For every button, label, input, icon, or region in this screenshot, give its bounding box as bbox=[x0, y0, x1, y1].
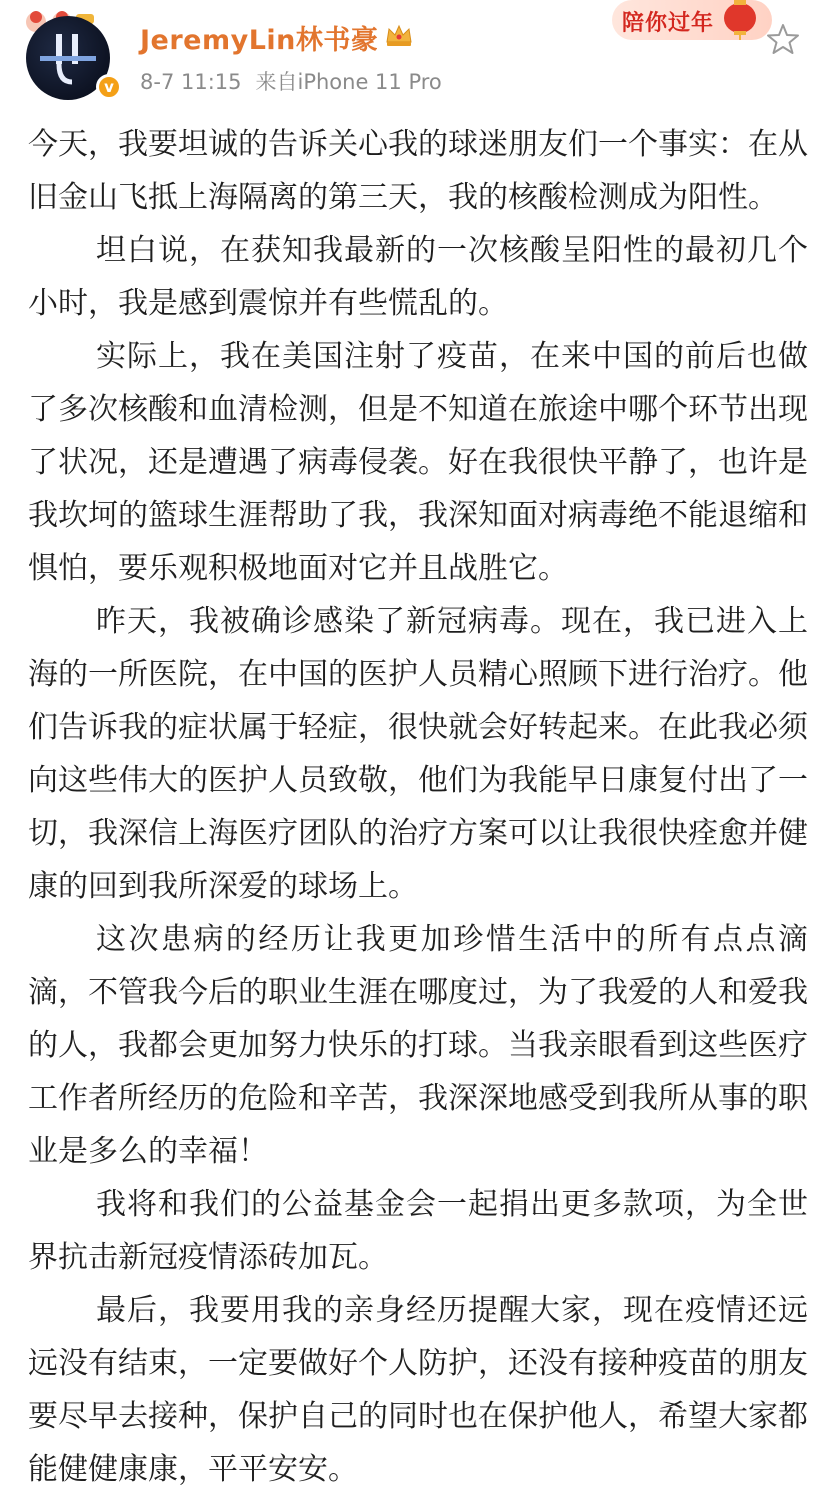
post-paragraph-2: 坦白说，在获知我最新的一次核酸呈阳性的最初几个小时，我是感到震惊并有些慌乱的。 bbox=[28, 233, 808, 321]
post-paragraph-4: 昨天，我被确诊感染了新冠病毒。现在，我已进入上海的一所医院，在中国的医护人员精心照顾下进行治疗。他们告诉我的症状属于轻症，很快就会好转起来。在此我必须向这些伟大的医护人员致敬，他们为我能早日康复付出了一切，我深信上海医疗团队的治疗方案可以让我很快痊愈并健康的回到我所深爱的球场上。 bbox=[28, 604, 808, 904]
avatar-container[interactable] bbox=[22, 8, 126, 104]
post-header bbox=[0, 0, 828, 110]
post-meta bbox=[140, 66, 442, 96]
post-paragraph-7: 最后，我要用我的亲身经历提醒大家，现在疫情还远远没有结束，一定要做好个人防护，还没有接种疫苗的朋友要尽早去接种，保护自己的同时也在保护他人，希望大家都能健健康康，平平安安。 bbox=[28, 1293, 808, 1487]
post-paragraph-3: 实际上，我在美国注射了疫苗，在来中国的前后也做了多次核酸和血清检测，但是不知道在旅途中哪个环节出现了状况，还是遭遇了病毒侵袭。好在我很快平静了，也许是我坎坷的篮球生涯帮助了我，我深知面对病毒绝不能退缩和惧怕，要乐观积极地面对它并且战胜它。 bbox=[28, 339, 808, 586]
post-paragraph-5: 这次患病的经历让我更加珍惜生活中的所有点点滴滴，不管我今后的职业生涯在哪度过，为了我爱的人和爱我的人，我都会更加努力快乐的打球。当我亲眼看到这些医疗工作者所经历的危险和辛苦，我深深地感受到我所从事的职业是多么的幸福！ bbox=[28, 922, 808, 1169]
banner-label: 陪你过年 bbox=[622, 11, 715, 36]
favorite-star-icon[interactable] bbox=[766, 22, 800, 56]
new-year-banner[interactable] bbox=[612, 0, 772, 40]
post-paragraph-6: 我将和我们的公益基金会一起捐出更多款项，为全世界抗击新冠疫情添砖加瓦。 bbox=[28, 1187, 808, 1275]
post-source: 来自iPhone 11 Pro bbox=[255, 70, 442, 94]
post-timestamp: 8-7 11:15 bbox=[140, 70, 242, 94]
post-body bbox=[28, 118, 808, 1496]
lantern-icon bbox=[720, 0, 760, 40]
verified-icon: v bbox=[96, 74, 122, 100]
crown-icon[interactable] bbox=[384, 22, 414, 48]
post-paragraph-1: 今天，我要坦诚的告诉关心我的球迷朋友们一个事实：在从旧金山飞抵上海隔离的第三天，我的核酸检测成为阳性。 bbox=[28, 127, 808, 215]
username-link[interactable]: JeremyLin林书豪 bbox=[140, 25, 379, 56]
